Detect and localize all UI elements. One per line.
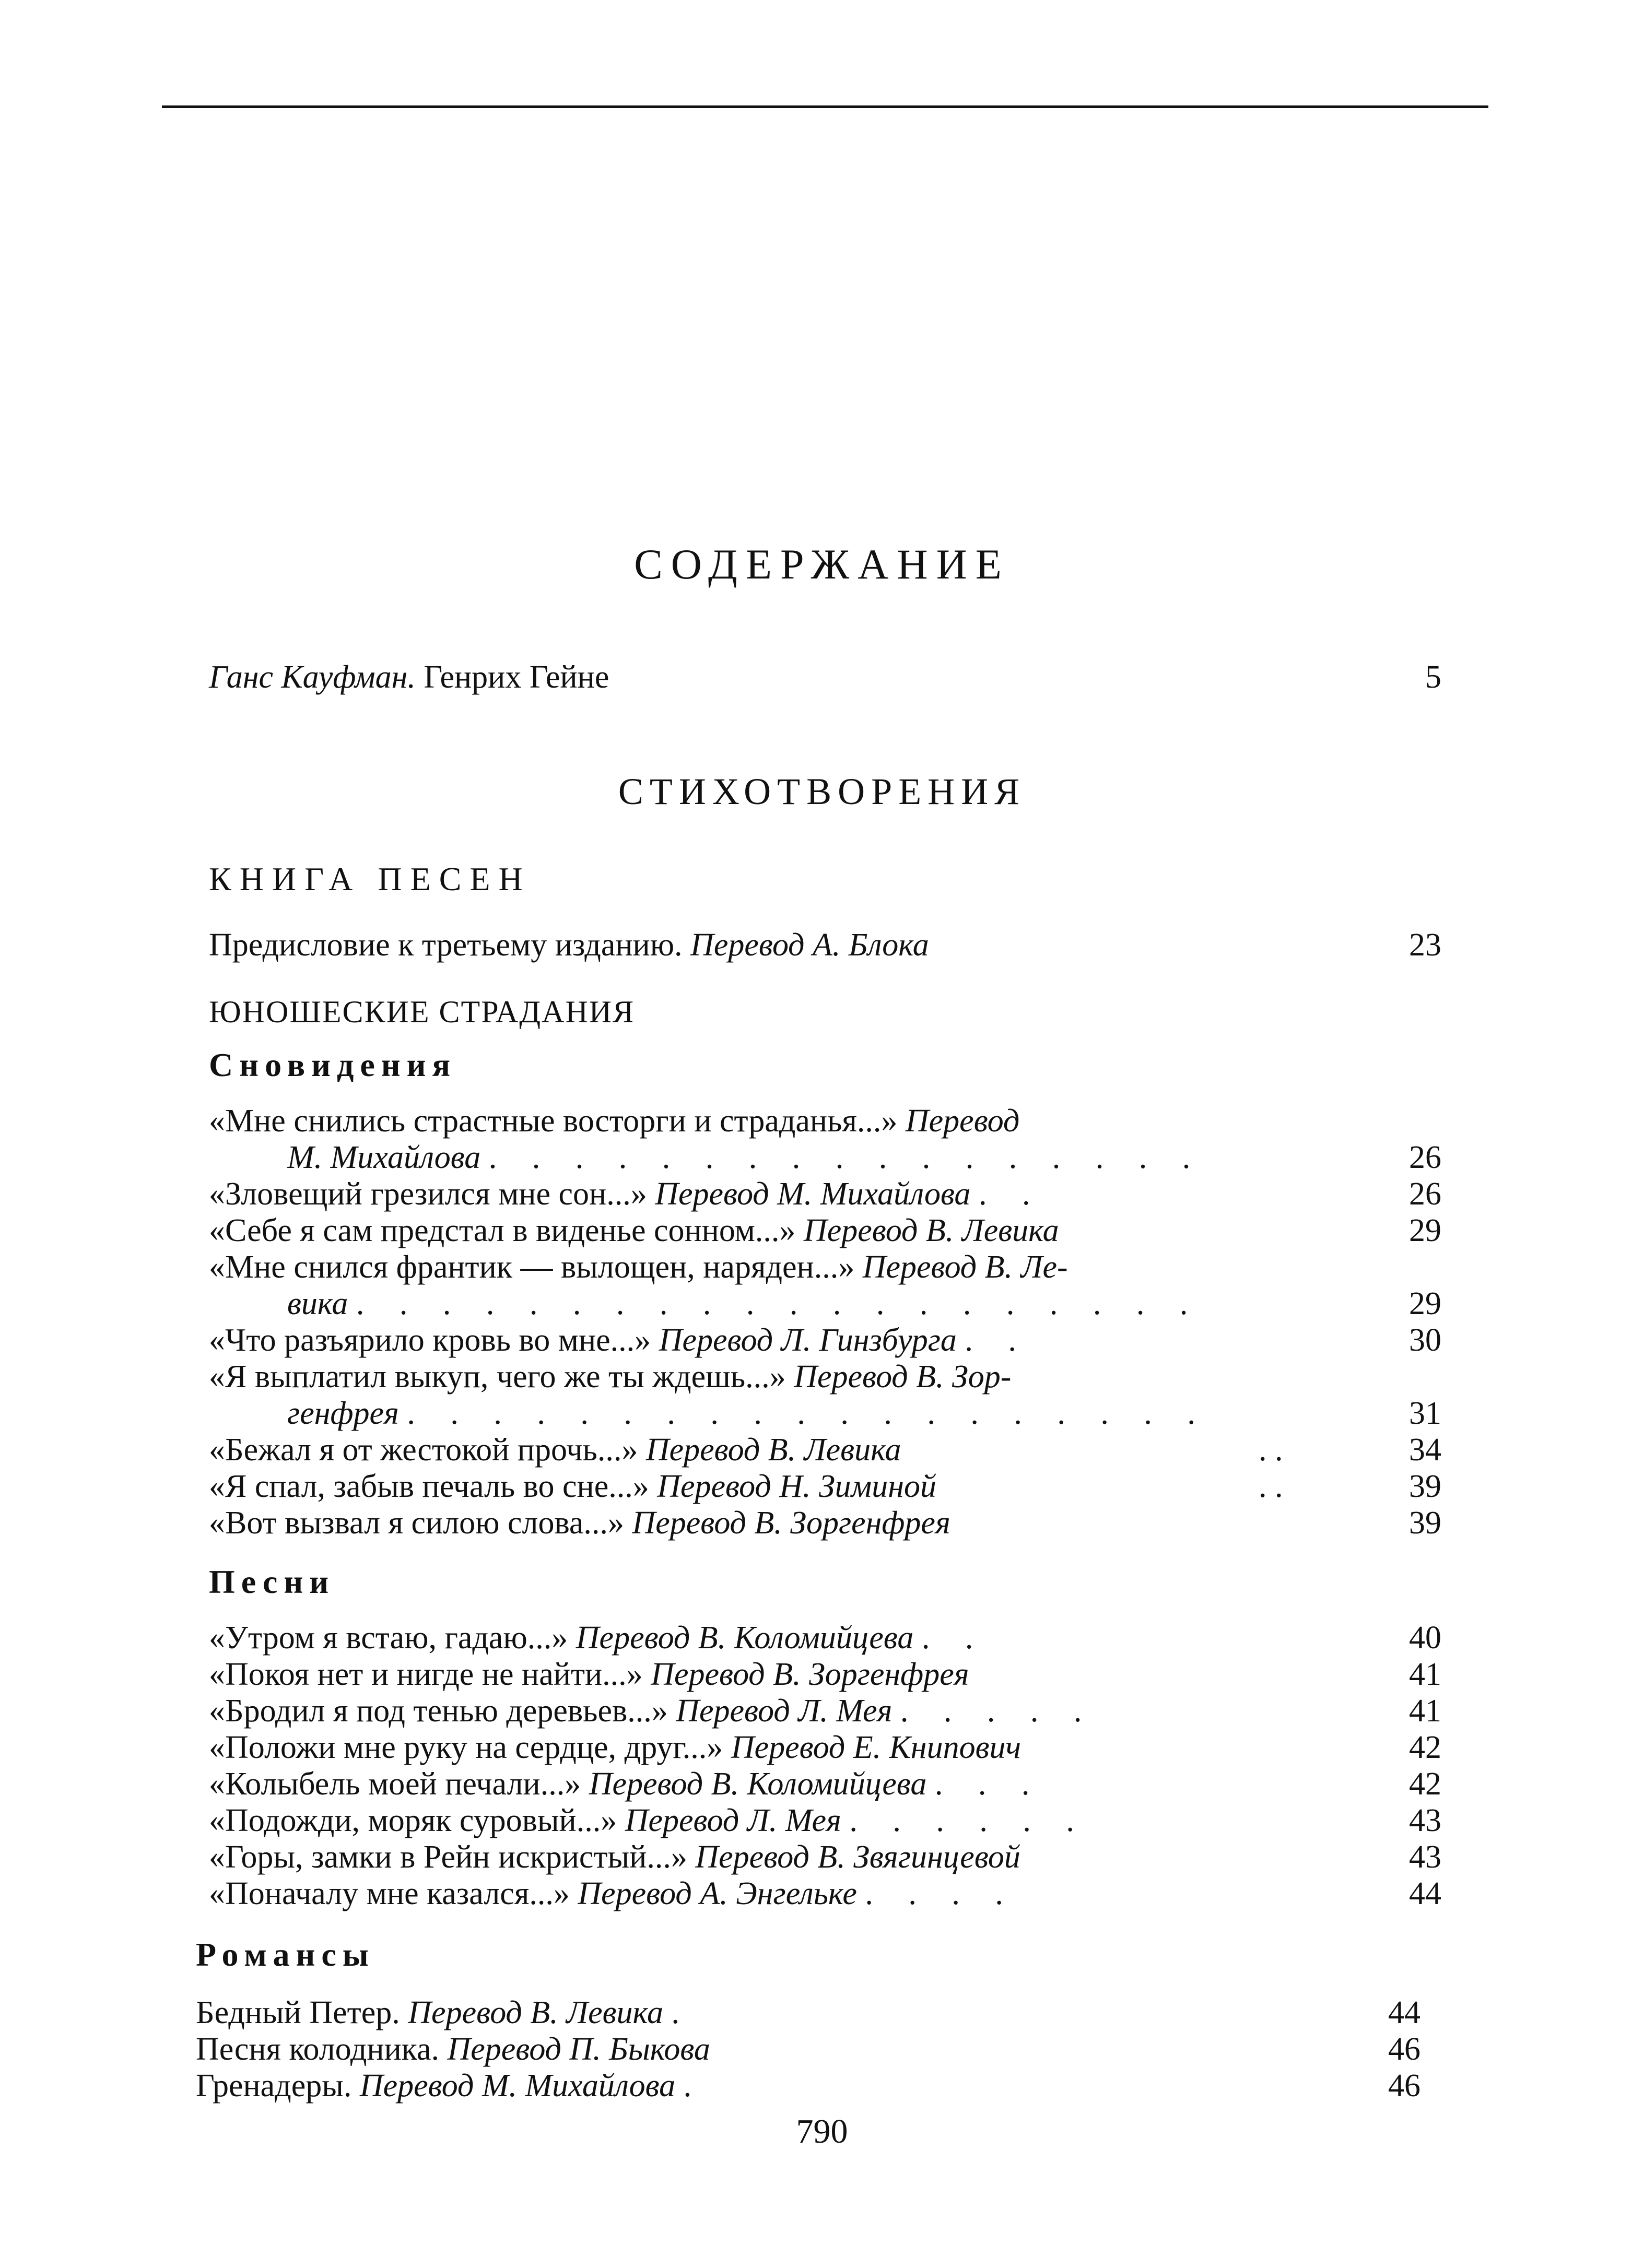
intro-author: Ганс Кауфман. xyxy=(209,659,416,695)
songs-entry-4-title: «Положи мне руку на сердце, друг...» xyxy=(209,1730,723,1765)
dreams-entry-8-leader: . . xyxy=(1259,1469,1283,1504)
songs-entry-8-translator: Перевод А. Энгельке xyxy=(578,1876,857,1911)
romances-entry-1-page: 44 xyxy=(1388,1995,1420,2030)
songs-entry-1-title: «Утром я встаю, гадаю...» xyxy=(209,1620,568,1656)
dreams-entry-1-leader: . . . . . . . . . . . . . . . . . xyxy=(488,1140,1204,1175)
part-title: ЮНОШЕСКИЕ СТРАДАНИЯ xyxy=(209,995,635,1029)
intro-page: 5 xyxy=(1425,659,1441,695)
book-title: КНИГА ПЕСЕН xyxy=(209,860,531,897)
dreams-entry-8-page: 39 xyxy=(1409,1469,1441,1504)
dreams-entry-2-title: «Зловещий грезился мне сон...» xyxy=(209,1176,647,1212)
intro-entry xyxy=(209,659,609,695)
dreams-entry-4-line1 xyxy=(209,1249,1068,1285)
dreams-entry-3 xyxy=(209,1212,1059,1249)
top-rule xyxy=(162,105,1488,108)
dreams-entry-7-translator: Перевод В. Левика xyxy=(645,1432,901,1468)
dreams-entry-9-page: 39 xyxy=(1409,1505,1441,1541)
songs-entry-7-translator: Перевод В. Звягинцевой xyxy=(695,1839,1020,1875)
dreams-entry-6-title: «Я выплатил выкуп, чего же ты ждешь...» xyxy=(209,1359,786,1395)
songs-entry-3-page: 41 xyxy=(1409,1693,1441,1729)
romances-heading: Романсы xyxy=(196,1936,375,1973)
dreams-entry-4-translator-a: Перевод В. Ле- xyxy=(862,1249,1068,1285)
dreams-entry-5-translator: Перевод Л. Гинзбурга xyxy=(659,1322,957,1358)
dreams-entry-7-page: 34 xyxy=(1409,1432,1441,1468)
dreams-entry-7-title: «Бежал я от жестокой прочь...» xyxy=(209,1432,638,1468)
dreams-entry-1-translator-a: Перевод xyxy=(905,1103,1020,1139)
dreams-entry-4-line2 xyxy=(287,1285,1201,1322)
songs-entry-8-page: 44 xyxy=(1409,1876,1441,1911)
songs-heading: Песни xyxy=(209,1563,335,1600)
songs-entry-6-page: 43 xyxy=(1409,1803,1441,1838)
dreams-entry-9-title: «Вот вызвал я силою слова...» xyxy=(209,1505,624,1541)
dreams-entry-3-page: 29 xyxy=(1409,1213,1441,1248)
preface-page: 23 xyxy=(1409,927,1441,963)
romances-entry-2-page: 46 xyxy=(1388,2031,1420,2067)
romances-entry-1-title: Бедный Петер. xyxy=(196,1995,400,2030)
dreams-entry-8-translator: Перевод Н. Зиминой xyxy=(657,1469,936,1504)
romances-entry-1-leader: . xyxy=(671,1995,693,2030)
dreams-entry-6-translator-a: Перевод В. Зор- xyxy=(794,1359,1012,1395)
preface-translator: Перевод А. Блока xyxy=(690,927,929,963)
songs-entry-8 xyxy=(209,1875,1017,1912)
songs-entry-1-leader: . . xyxy=(921,1620,987,1656)
songs-entry-8-leader: . . . . xyxy=(865,1876,1017,1911)
songs-entry-6-leader: . . . . . . xyxy=(849,1803,1088,1838)
songs-entry-1-translator: Перевод В. Коломийцева xyxy=(576,1620,914,1656)
dreams-entry-4-translator-b: вика xyxy=(287,1286,348,1321)
dreams-heading: Сновидения xyxy=(209,1046,457,1083)
preface-entry xyxy=(209,927,929,963)
romances-entry-2 xyxy=(196,2031,710,2068)
dreams-entry-1-page: 26 xyxy=(1409,1140,1441,1175)
intro-title: Генрих Гейне xyxy=(424,659,609,695)
dreams-entry-3-translator: Перевод В. Левика xyxy=(803,1213,1059,1248)
dreams-entry-8-title: «Я спал, забыв печаль во сне...» xyxy=(209,1469,649,1504)
songs-entry-5-title: «Колыбель моей печали...» xyxy=(209,1766,581,1802)
songs-entry-4 xyxy=(209,1729,1021,1766)
songs-entry-3-title: «Бродил я под тенью деревьев...» xyxy=(209,1693,668,1729)
dreams-entry-2-leader: . . xyxy=(978,1176,1044,1212)
songs-entry-5 xyxy=(209,1766,1043,1802)
dreams-entry-6-line2 xyxy=(287,1395,1209,1432)
dreams-entry-4-leader: . . . . . . . . . . . . . . . . . . . . xyxy=(356,1286,1202,1321)
songs-entry-3 xyxy=(209,1693,1095,1729)
songs-entry-1-page: 40 xyxy=(1409,1620,1441,1656)
dreams-entry-6-translator-b: генфрея xyxy=(287,1396,399,1431)
dreams-entry-5-page: 30 xyxy=(1409,1322,1441,1358)
songs-entry-3-leader: . . . . . xyxy=(900,1693,1096,1729)
dreams-entry-9 xyxy=(209,1505,950,1541)
dreams-entry-6-leader: . . . . . . . . . . . . . . . . . . . xyxy=(407,1396,1209,1431)
songs-entry-2-title: «Покоя нет и нигде не найти...» xyxy=(209,1657,643,1692)
romances-entry-3-title: Гренадеры. xyxy=(196,2068,352,2104)
romances-entry-3 xyxy=(196,2068,705,2104)
dreams-entry-7 xyxy=(209,1432,901,1468)
dreams-entry-1-translator-b: М. Михайлова xyxy=(287,1140,481,1175)
dreams-entry-3-title: «Себе я сам предстал в виденье сонном...» xyxy=(209,1213,796,1248)
songs-entry-7-page: 43 xyxy=(1409,1839,1441,1875)
romances-entry-3-page: 46 xyxy=(1388,2068,1420,2104)
songs-entry-6 xyxy=(209,1802,1088,1839)
page-title: СОДЕРЖАНИЕ xyxy=(634,540,1010,588)
dreams-entry-2 xyxy=(209,1176,1043,1212)
dreams-entry-6-line1 xyxy=(209,1359,1011,1395)
songs-entry-4-page: 42 xyxy=(1409,1730,1441,1765)
songs-entry-5-page: 42 xyxy=(1409,1766,1441,1802)
romances-entry-1 xyxy=(196,1994,693,2031)
dreams-entry-4-page: 29 xyxy=(1409,1286,1441,1321)
dreams-entry-7-leader: . . xyxy=(1259,1432,1283,1468)
songs-entry-2-page: 41 xyxy=(1409,1657,1441,1692)
dreams-entry-2-translator: Перевод М. Михайлова xyxy=(655,1176,971,1212)
dreams-entry-5-title: «Что разъярило кровь во мне...» xyxy=(209,1322,651,1358)
songs-entry-8-title: «Поначалу мне казался...» xyxy=(209,1876,570,1911)
section-title: СТИХОТВОРЕНИЯ xyxy=(618,771,1026,812)
dreams-entry-9-translator: Перевод В. Зоргенфрея xyxy=(632,1505,950,1541)
dreams-entry-1-line1 xyxy=(209,1103,1019,1139)
romances-entry-3-leader: . xyxy=(683,2068,706,2104)
dreams-entry-5 xyxy=(209,1322,1030,1359)
dreams-entry-6-page: 31 xyxy=(1409,1396,1441,1431)
page-number: 790 xyxy=(796,2112,848,2151)
songs-entry-5-leader: . . . xyxy=(934,1766,1043,1802)
dreams-entry-1-title: «Мне снились страстные восторги и страданья...» xyxy=(209,1103,898,1139)
songs-entry-7-title: «Горы, замки в Рейн искристый...» xyxy=(209,1839,687,1875)
songs-entry-5-translator: Перевод В. Коломийцева xyxy=(589,1766,927,1802)
romances-entry-1-translator: Перевод В. Левика xyxy=(408,1995,663,2030)
songs-entry-4-translator: Перевод Е. Книпович xyxy=(731,1730,1021,1765)
romances-entry-2-translator: Перевод П. Быкова xyxy=(447,2031,710,2067)
romances-entry-3-translator: Перевод М. Михайлова xyxy=(359,2068,676,2104)
dreams-entry-1-line2 xyxy=(287,1139,1204,1176)
dreams-entry-4-title: «Мне снился франтик — вылощен, наряден...» xyxy=(209,1249,855,1285)
songs-entry-7 xyxy=(209,1839,1020,1875)
dreams-entry-2-page: 26 xyxy=(1409,1176,1441,1212)
dreams-entry-5-leader: . . xyxy=(965,1322,1030,1358)
preface-title: Предисловие к третьему изданию. xyxy=(209,927,683,963)
dreams-entry-8 xyxy=(209,1468,936,1505)
songs-entry-2-translator: Перевод В. Зоргенфрея xyxy=(651,1657,969,1692)
songs-entry-6-title: «Подожди, моряк суровый...» xyxy=(209,1803,617,1838)
songs-entry-3-translator: Перевод Л. Мея xyxy=(676,1693,893,1729)
songs-entry-1 xyxy=(209,1620,987,1656)
romances-entry-2-title: Песня колодника. xyxy=(196,2031,439,2067)
songs-entry-6-translator: Перевод Л. Мея xyxy=(625,1803,841,1838)
songs-entry-2 xyxy=(209,1656,969,1693)
